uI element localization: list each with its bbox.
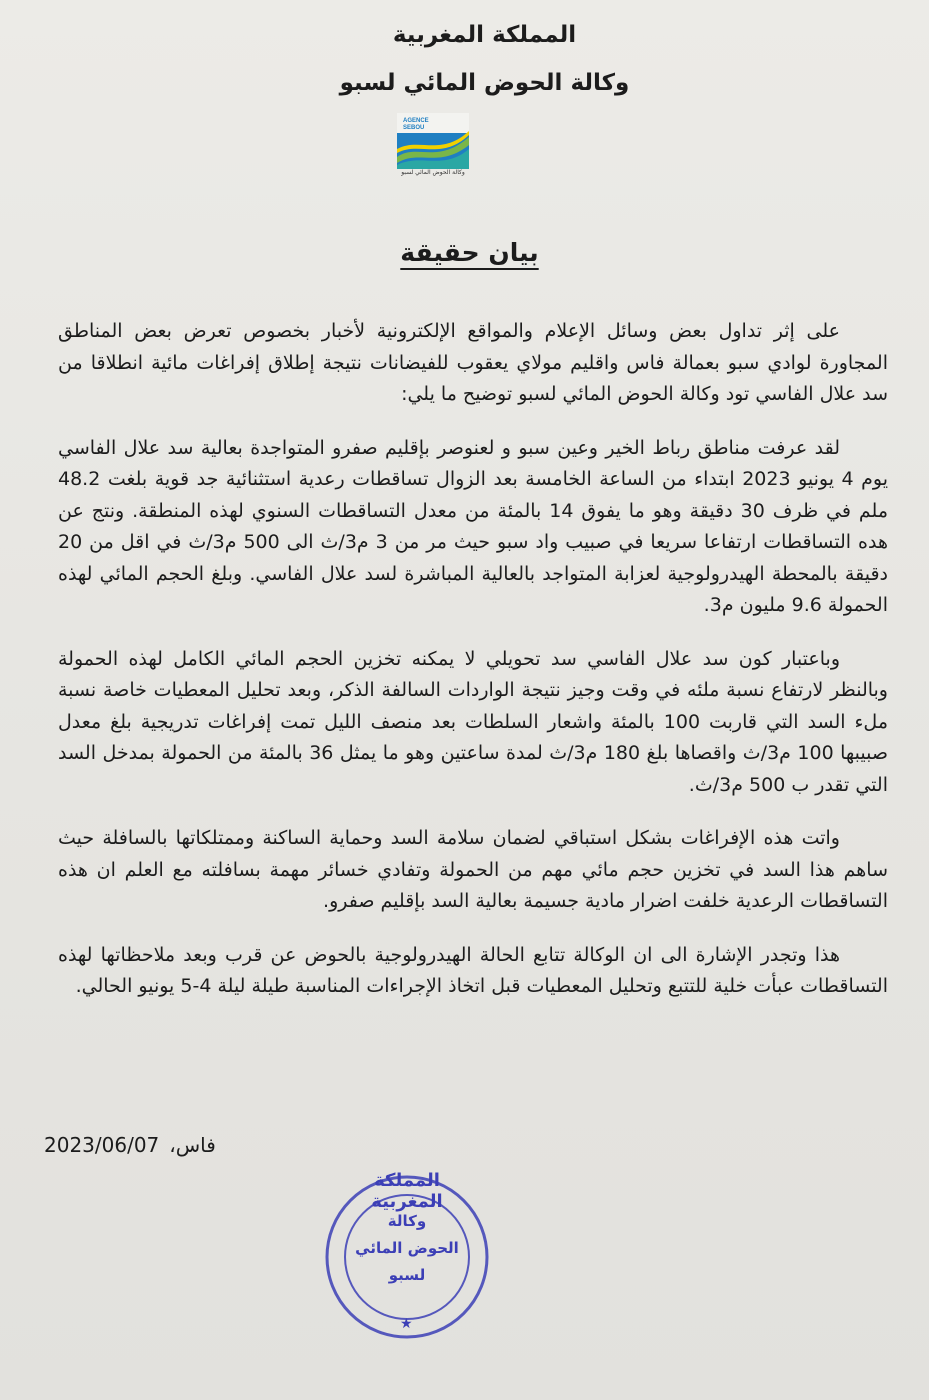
letterhead xyxy=(0,22,929,96)
stamp-line-1: وكالة xyxy=(387,1212,427,1230)
kingdom-heading: المملكة المغربية xyxy=(392,22,577,48)
paragraph-intro: على إثر تداول بعض وسائل الإعلام والمواقع الإلكترونية لأخبار بخصوص تعرض بعض المناطق المجاورة لوادي سبو بعمالة فاس واقليم مولاي يعقوب للفيضانات نتيجة إطلاق إفراغات مائية انطلاقا من سد علال الفاسي تود وكالة الحوض المائي لسبو توضيح ما يلي: xyxy=(58,320,888,405)
document-body xyxy=(58,316,888,1025)
paragraph-dam-release: وباعتبار كون سد علال الفاسي سد تحويلي لا يمكنه تخزين الحجم المائي الكامل لهذه الحمولة وبالنظر لارتفاع نسبة ملئه في وقت وجيز نتيجة الواردات السالفة الذكر، وبعد تحليل المعطيات خاصة نسبة ملء السد التي قاربت 100 بالمئة واشعار السلطات بعد منصف الليل تمت إفراغات تدريجية بلغ معدل صبيبها 100 م3/ث واقصاها بلغ 180 م3/ث لمدة ساعتين وهو ما يمثل 36 بالمئة من الحمولة بمدخل السد التي تقدر ب 500 م3/ث. xyxy=(58,647,889,796)
svg-text:AGENCE: AGENCE xyxy=(403,118,429,124)
paragraph-monitoring: هذا وتجدر الإشارة الى ان الوكالة تتابع الحالة الهيدرولوجية بالحوض عن قرب وبعد ملاحظاتها لهذه التساقطات عبأت خلية للتتبع وتحليل المعطيات قبل اتخاذ الإجراءات المناسبة طيلة ليلة 4-5 يونيو الحالي. xyxy=(58,943,888,997)
signoff-city: فاس، xyxy=(169,1133,216,1157)
stamp-ring-text: المملكة المغربية xyxy=(371,1170,443,1212)
stamp-line-2: الحوض المائي xyxy=(355,1239,459,1257)
paragraph-safety: واتت هذه الإفراغات بشكل استباقي لضمان سلامة السد وحماية الساكنة وممتلكاتها بالسافلة حيث ساهم هذا السد في تخزين حجم مائي مهم من الحمولة وتفادي خسائر مهمة بسافلته مع العلم ان هذه التساقطات الرعدية خلفت اضرار مادية جسيمة بعالية السد بإقليم صفرو. xyxy=(58,827,888,912)
document-title: بيان حقيقة xyxy=(400,238,539,267)
svg-text:SEBOU: SEBOU xyxy=(403,125,425,131)
signoff xyxy=(44,1133,216,1157)
signoff-date: 2023/06/07 xyxy=(44,1133,160,1157)
stamp-star-icon: ★ xyxy=(400,1316,413,1332)
stamp-line-3: لسبو xyxy=(388,1266,426,1284)
stamp-center-text xyxy=(347,1208,467,1289)
official-stamp xyxy=(322,1172,492,1342)
paragraph-rainfall: لقد عرفت مناطق رباط الخير وعين سبو و لعنوصر بإقليم صفرو المتواجدة بعالية سد علال الفاسي يوم 4 يونيو 2023 ابتداء من الساعة الخامسة بعد الزوال تساقطات رعدية استثنائية جد قوية بلغت 48.2 ملم في ظرف 30 دقيقة وهو ما يفوق 14 بالمئة من معدل التساقطات السنوي لهذه المنطقة. ونتج عن هده التساقطات ارتفاعا سريعا في صبيب واد سبو حيث مر من 3 م3/ث الى 500 م3/ث في اقل من 20 دقيقة بالمحطة الهيدرولوجية لعزابة المتواجد بالعالية المباشرة لسد علال الفاسي. وبلغ الحجم المائي لهذه الحمولة 9.6 مليون م3. xyxy=(58,436,889,616)
logo-caption: وكالة الحوض المائي لسبو xyxy=(401,169,465,176)
agency-heading: وكالة الحوض المائي لسبو xyxy=(339,70,630,96)
